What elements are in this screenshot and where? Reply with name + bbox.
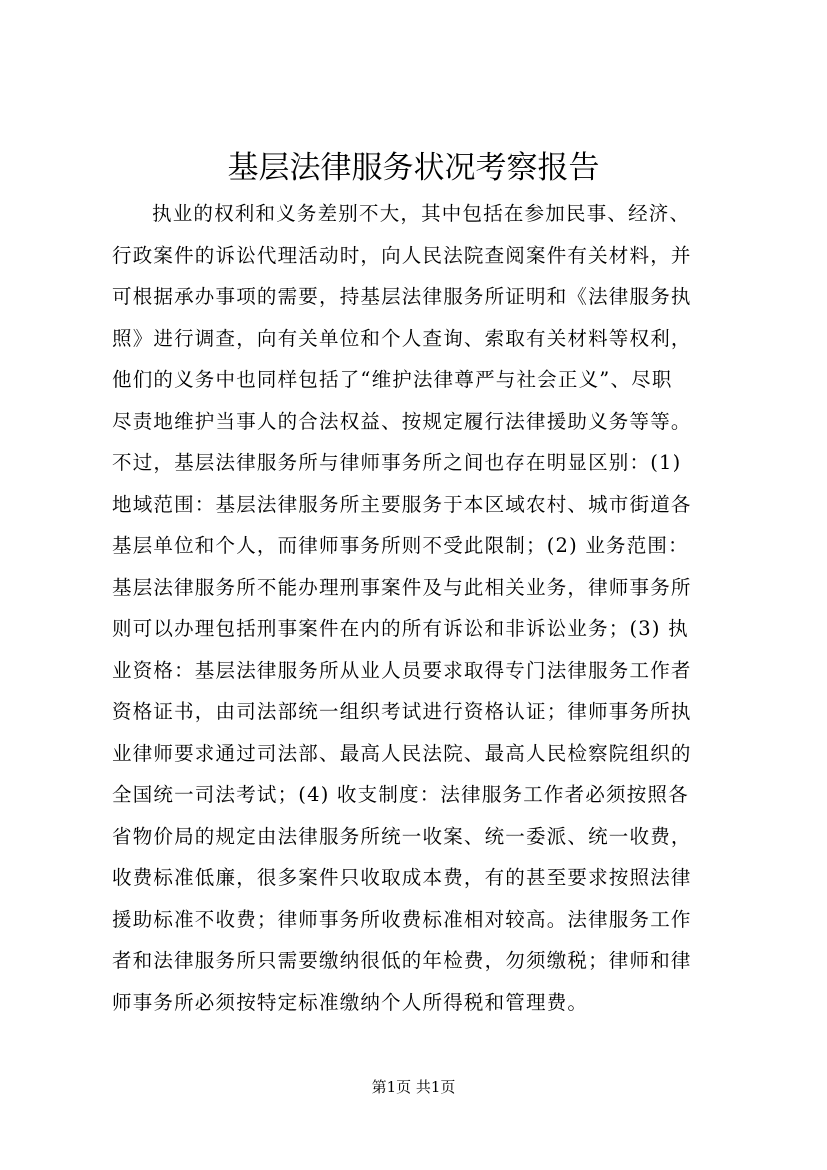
body-line: 援助标准不收费；律师事务所收费标准相对较高。法律服务工作 bbox=[112, 907, 692, 931]
body-line: 地域范围：基层法律服务所主要服务于本区域农村、城市街道各 bbox=[112, 492, 692, 516]
body-line: 全国统一司法考试；(4) 收支制度：法律服务工作者必须按照各 bbox=[112, 783, 689, 806]
body-line: 业律师要求通过司法部、最高人民法院、最高人民检察院组织的 bbox=[112, 741, 692, 765]
body-line: 则可以办理包括刑事案件在内的所有诉讼和非诉讼业务；(3) 执 bbox=[112, 617, 689, 640]
document-body bbox=[112, 193, 742, 1023]
body-line: 资格证书，由司法部统一组织考试进行资格认证；律师事务所执 bbox=[112, 700, 692, 723]
body-line: 基层单位和个人，而律师事务所则不受此限制；(2) 业务范围： bbox=[112, 534, 689, 557]
body-line: 师事务所必须按特定标准缴纳个人所得税和管理费。 bbox=[112, 990, 589, 1014]
body-line: 执业的权利和义务差别不大，其中包括在参加民事、经济、 bbox=[152, 202, 691, 225]
body-line: 可根据承办事项的需要，持基层法律服务所证明和《法律服务执 bbox=[112, 285, 692, 308]
body-line: 行政案件的诉讼代理活动时，向人民法院查阅案件有关材料，并 bbox=[112, 243, 692, 267]
body-line: 他们的义务中也同样包括了“维护法律尊严与社会正义”、尽职 bbox=[112, 368, 673, 391]
page-number-footer: 第1页 共1页 bbox=[371, 1078, 456, 1096]
body-line: 照》进行调查，向有关单位和个人查询、索取有关材料等权利， bbox=[112, 326, 692, 350]
body-line: 业资格：基层法律服务所从业人员要求取得专门法律服务工作者 bbox=[112, 658, 692, 682]
document-title: 基层法律服务状况考察报告 bbox=[227, 150, 600, 186]
body-line: 省物价局的规定由法律服务所统一收案、统一委派、统一收费， bbox=[112, 824, 692, 848]
body-line: 不过，基层法律服务所与律师事务所之间也存在明显区别：(1) bbox=[112, 451, 682, 474]
body-line: 基层法律服务所不能办理刑事案件及与此相关业务，律师事务所 bbox=[112, 575, 692, 599]
body-line: 收费标准低廉，很多案件只收取成本费，有的甚至要求按照法律 bbox=[112, 866, 692, 889]
body-line: 者和法律服务所只需要缴纳很低的年检费，勿须缴税；律师和律 bbox=[112, 949, 692, 972]
body-line: 尽责地维护当事人的合法权益、按规定履行法律援助义务等等。 bbox=[112, 409, 692, 433]
